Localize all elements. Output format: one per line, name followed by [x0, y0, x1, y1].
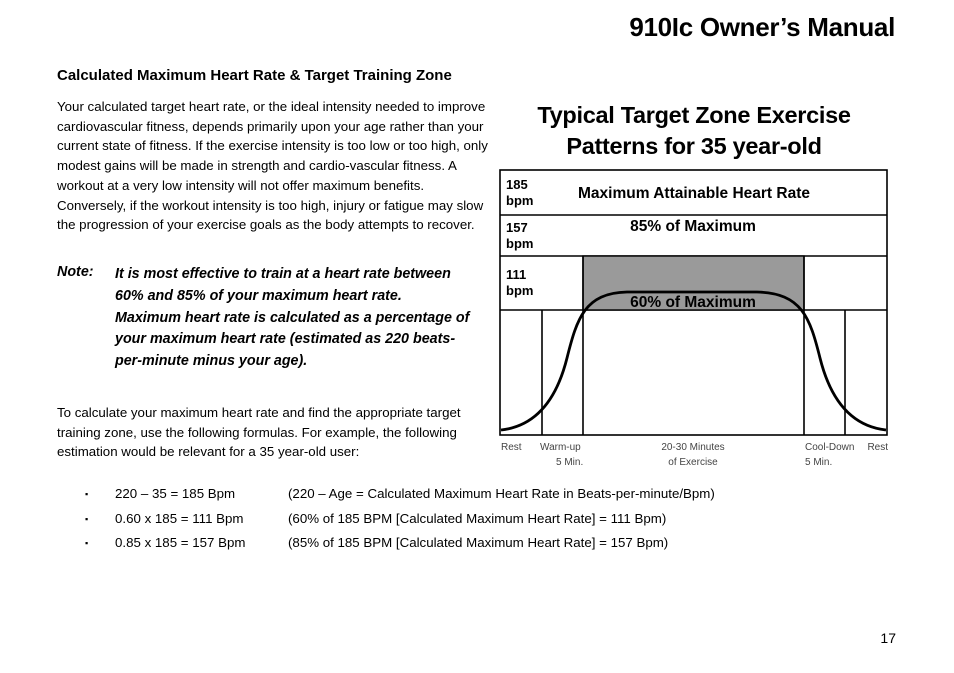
note-label: Note:: [57, 264, 94, 280]
page-number: 17: [880, 630, 896, 646]
bullet-marker: ▪: [85, 514, 89, 524]
manual-title: 910Ic Owner’s Manual: [629, 12, 895, 42]
chart-title: [498, 100, 890, 162]
calculation-intro: To calculate your maximum heart rate and find the appropriate target training zone, use the following formulas. For example, the following estimation would be relevant for a 35 year-old user:: [57, 405, 461, 460]
target-zone-diagram: [497, 168, 892, 473]
chart-title-line2: Patterns for 35 year-old: [566, 133, 822, 159]
level-value: 111: [506, 267, 527, 282]
heart-rate-curve: [501, 292, 886, 430]
bullet-formula: 220 – 35 = 185 Bpm: [115, 486, 236, 501]
level-unit: bpm: [506, 193, 534, 208]
bullet-marker: ▪: [85, 489, 89, 499]
chart-title-line1: Typical Target Zone Exercise: [537, 102, 851, 128]
level-value: 185: [506, 177, 528, 192]
phase-sublabel: 5 Min.: [805, 457, 833, 468]
max-heart-rate-label: Maximum Attainable Heart Rate: [578, 185, 810, 202]
eighty-five-percent-label: 85% of Maximum: [630, 218, 756, 235]
phase-label: Cool-Down: [805, 442, 855, 453]
intro-paragraph: Your calculated target heart rate, or the ideal intensity needed to improve cardiovascular fitness, depends primarily upon your age rather than your current state of fitness. If the exercise intensity is too low or too high, only modest gains will be made in strength and cardio-vascular fitness. A workout at a very low intensity will not offer maximum benefits. Conversely, if the workout intensity is too high, injury or fatigue may slow the progression of your exercise goals as the body attempts to recover.: [57, 99, 488, 233]
level-unit: bpm: [506, 236, 534, 251]
note-text: It is most effective to train at a heart rate between 60% and 85% of your maximum heart rate. Maximum heart rate is calculated as a percentage of your maximum heart rate (estimated as 220 beats-per-minute minus your age).: [115, 266, 470, 370]
bullet-explanation: (220 – Age = Calculated Maximum Heart Rate in Beats-per-minute/Bpm): [288, 486, 715, 501]
phase-sublabel: of Exercise: [668, 457, 718, 468]
bullet-formula: 0.85 x 185 = 157 Bpm: [115, 535, 246, 550]
section-heading: Calculated Maximum Heart Rate & Target Training Zone: [57, 67, 452, 84]
phase-label: Warm-up: [540, 442, 581, 453]
bullet-formula: 0.60 x 185 = 111 Bpm: [115, 511, 244, 526]
level-value: 157: [506, 220, 528, 235]
sixty-percent-label: 60% of Maximum: [630, 294, 756, 311]
bullet-marker: ▪: [85, 538, 89, 548]
phase-sublabel: 5 Min.: [556, 457, 584, 468]
level-unit: bpm: [506, 283, 534, 298]
phase-label: Rest: [867, 442, 888, 453]
bullet-explanation: (60% of 185 BPM [Calculated Maximum Heart Rate] = 111 Bpm): [288, 511, 667, 526]
bullet-explanation: (85% of 185 BPM [Calculated Maximum Heart Rate] = 157 Bpm): [288, 535, 669, 550]
phase-label: 20-30 Minutes: [661, 442, 725, 453]
phase-label: Rest: [501, 442, 522, 453]
